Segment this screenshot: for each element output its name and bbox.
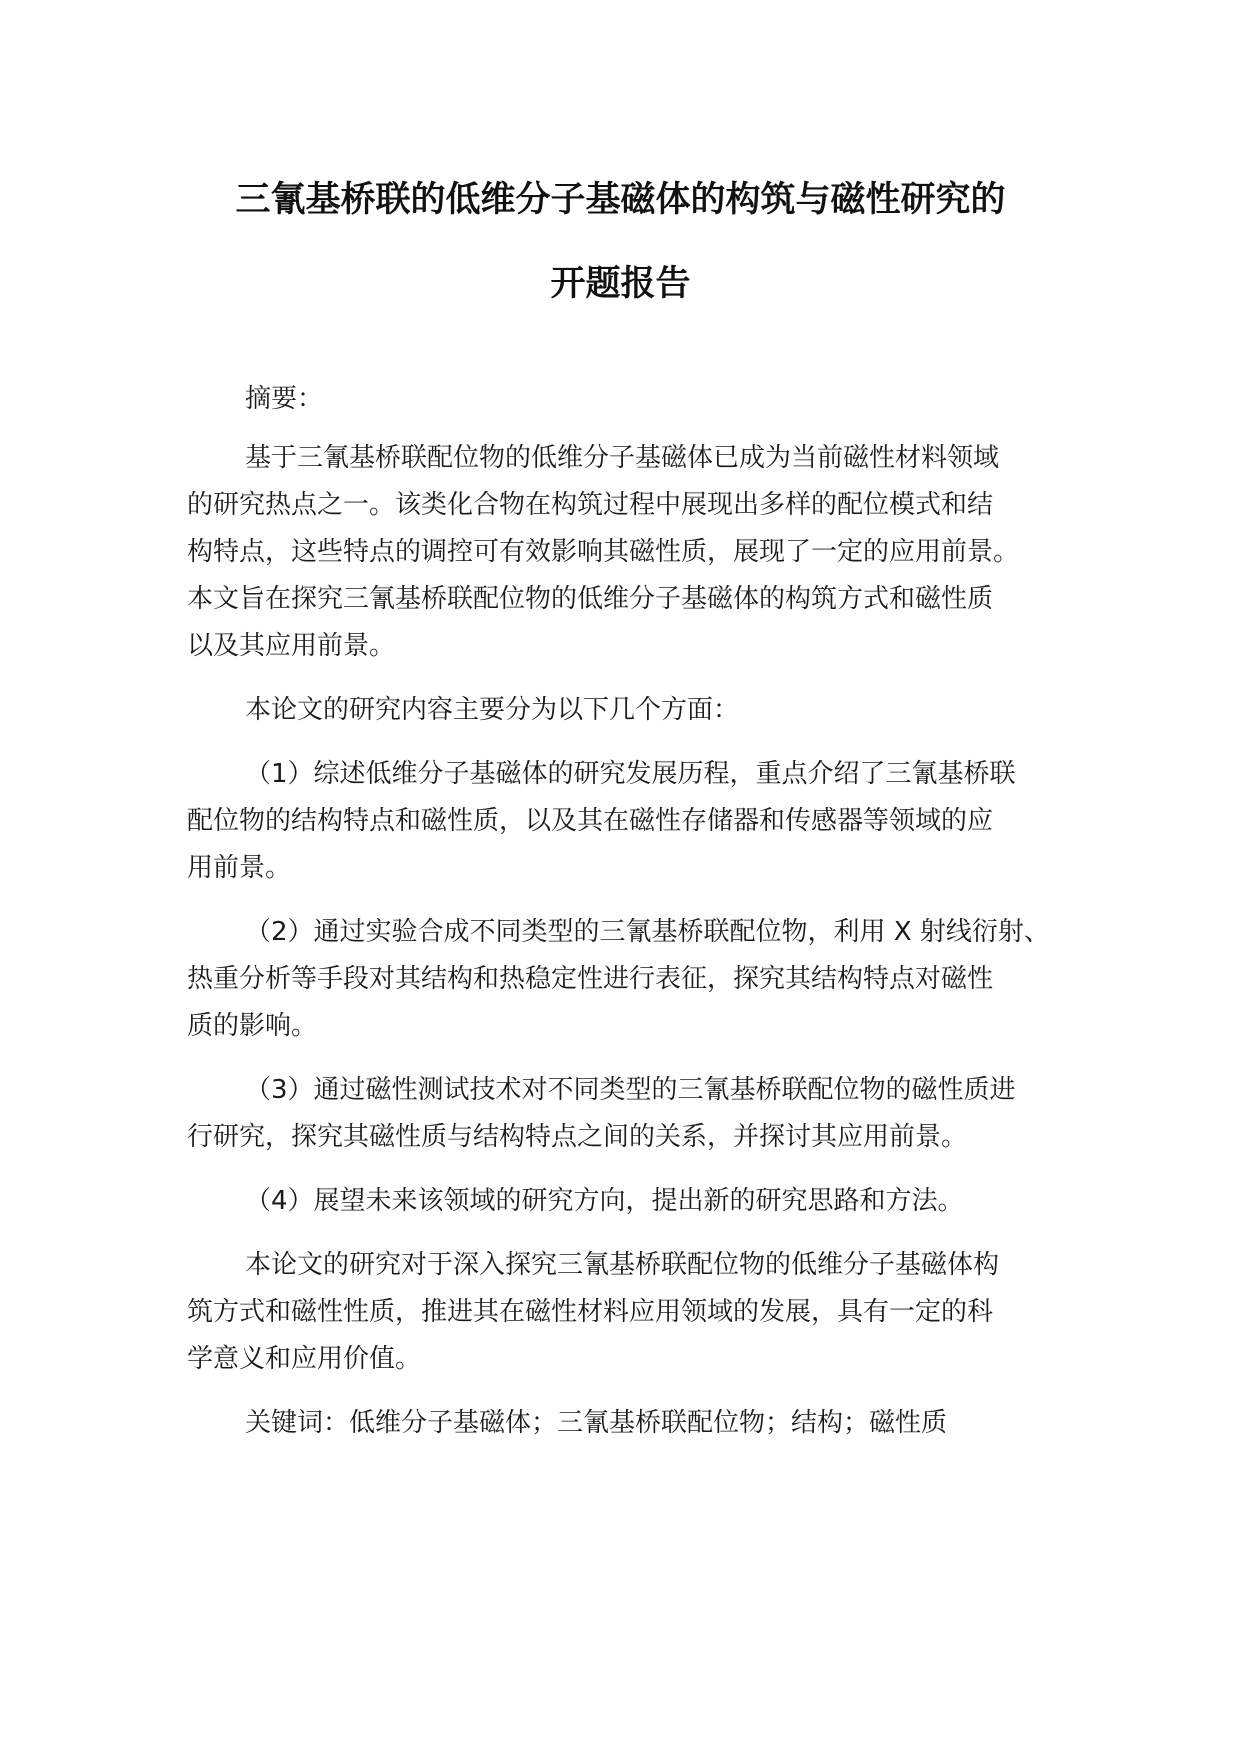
paragraph-line: 以及其应用前景。: [187, 631, 396, 661]
document-title-line-2: 开题报告: [550, 264, 691, 304]
paragraph-line: （3）通过磁性测试技术对不同类型的三氰基桥联配位物的磁性质进: [245, 1075, 1016, 1105]
paragraph-line: 热重分析等手段对其结构和热稳定性进行表征，探究其结构特点对磁性: [187, 964, 994, 994]
document-title-line-1: 三氰基桥联的低维分子基磁体的构筑与磁性研究的: [235, 180, 1006, 220]
paragraph-line: 行研究，探究其磁性质与结构特点之间的关系，并探讨其应用前景。: [187, 1122, 968, 1152]
paragraph-line: 的研究热点之一。该类化合物在构筑过程中展现出多样的配位模式和结: [187, 490, 994, 520]
paragraph-line: 配位物的结构特点和磁性质，以及其在磁性存储器和传感器等领域的应: [187, 806, 994, 836]
paragraph-line: 本文旨在探究三氰基桥联配位物的低维分子基磁体的构筑方式和磁性质: [187, 584, 994, 614]
keywords-line: 关键词：低维分子基磁体；三氰基桥联配位物；结构；磁性质: [245, 1408, 948, 1438]
paragraph-line: （1）综述低维分子基磁体的研究发展历程，重点介绍了三氰基桥联: [245, 759, 1016, 789]
abstract-heading: 摘要：: [245, 384, 324, 414]
paragraph-line: 用前景。: [187, 853, 292, 883]
paragraph-line: 本论文的研究内容主要分为以下几个方面：: [245, 695, 740, 725]
paragraph-line: 基于三氰基桥联配位物的低维分子基磁体已成为当前磁性材料领域: [245, 443, 1000, 473]
paragraph-line: 学意义和应用价值。: [187, 1344, 422, 1374]
paragraph-line: （2）通过实验合成不同类型的三氰基桥联配位物，利用 X 射线衍射、: [245, 917, 1050, 947]
paragraph-line: 质的影响。: [187, 1011, 318, 1041]
paragraph-line: （4）展望未来该领域的研究方向，提出新的研究思路和方法。: [245, 1186, 964, 1216]
paragraph-line: 本论文的研究对于深入探究三氰基桥联配位物的低维分子基磁体构: [245, 1250, 1000, 1280]
paragraph-line: 构特点，这些特点的调控可有效影响其磁性质，展现了一定的应用前景。: [187, 537, 1020, 567]
paragraph-line: 筑方式和磁性性质，推进其在磁性材料应用领域的发展，具有一定的科: [187, 1297, 994, 1327]
